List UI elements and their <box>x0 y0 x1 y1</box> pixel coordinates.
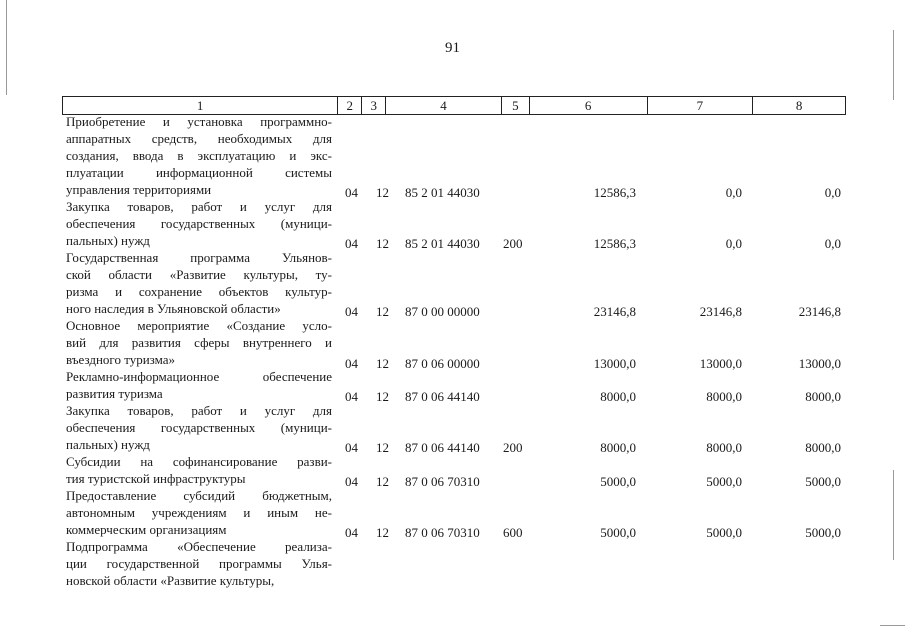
description-line: Закупка товаров, работ и услуг для <box>66 403 332 418</box>
cell-col6: 8000,0 <box>600 440 636 455</box>
cell-col4: 87 0 06 70310 <box>405 525 480 540</box>
header-cell-7: 7 <box>648 97 754 114</box>
cell-col3: 12 <box>376 474 389 489</box>
cell-col7: 5000,0 <box>706 474 742 489</box>
cell-col6: 13000,0 <box>593 356 636 371</box>
cell-col7: 0,0 <box>725 185 742 200</box>
description-line: пальных) нужд <box>66 437 150 452</box>
cell-col6: 12586,3 <box>593 236 636 251</box>
cell-col2: 04 <box>345 440 358 455</box>
description-line: Государственная программа Ульянов- <box>66 250 332 265</box>
cell-col7: 8000,0 <box>706 389 742 404</box>
cell-col4: 85 2 01 44030 <box>405 185 480 200</box>
cell-col7: 23146,8 <box>699 304 742 319</box>
description-line: управления территориями <box>66 182 212 197</box>
cell-col2: 04 <box>345 389 358 404</box>
description-line: Закупка товаров, работ и услуг для <box>66 199 332 214</box>
cell-col5: 200 <box>503 236 523 251</box>
cell-col3: 12 <box>376 525 389 540</box>
description-line: коммерческим организациям <box>66 522 227 537</box>
cell-col3: 12 <box>376 304 389 319</box>
cell-col3: 12 <box>376 236 389 251</box>
cell-col4: 87 0 06 44140 <box>405 389 480 404</box>
description-line: обеспечения государственных (муници- <box>66 420 332 435</box>
cell-col8: 0,0 <box>824 185 841 200</box>
description-line: развития туризма <box>66 386 163 401</box>
cell-col2: 04 <box>345 236 358 251</box>
description-line: плуатации информационной системы <box>66 165 332 180</box>
description-line: ции государственной программы Улья- <box>66 556 332 571</box>
cell-col5: 600 <box>503 525 523 540</box>
description-line: Подпрограмма «Обеспечение реализа- <box>66 539 332 554</box>
scan-mark <box>893 470 894 560</box>
cell-col8: 5000,0 <box>805 525 841 540</box>
row-description <box>66 402 332 453</box>
header-cell-3: 3 <box>362 97 386 114</box>
cell-col8: 23146,8 <box>798 304 841 319</box>
cell-col3: 12 <box>376 185 389 200</box>
scan-mark <box>880 625 905 626</box>
cell-col6: 5000,0 <box>600 474 636 489</box>
description-line: вий для развития сферы внутреннего и <box>66 335 332 350</box>
cell-col7: 13000,0 <box>699 356 742 371</box>
cell-col2: 04 <box>345 304 358 319</box>
scan-mark <box>6 0 7 95</box>
cell-col2: 04 <box>345 474 358 489</box>
cell-col8: 8000,0 <box>805 440 841 455</box>
cell-col7: 5000,0 <box>706 525 742 540</box>
row-description <box>66 538 332 589</box>
row-description <box>66 368 332 402</box>
cell-col8: 13000,0 <box>798 356 841 371</box>
header-cell-5: 5 <box>502 97 530 114</box>
description-line: автономным учреждениям и иным не- <box>66 505 332 520</box>
cell-col2: 04 <box>345 185 358 200</box>
cell-col7: 8000,0 <box>706 440 742 455</box>
cell-col6: 8000,0 <box>600 389 636 404</box>
description-line: Приобретение и установка программно- <box>66 114 332 129</box>
cell-col4: 87 0 06 44140 <box>405 440 480 455</box>
cell-col4: 87 0 00 00000 <box>405 304 480 319</box>
row-description <box>66 487 332 538</box>
description-line: Предоставление субсидий бюджетным, <box>66 488 332 503</box>
cell-col6: 12586,3 <box>593 185 636 200</box>
cell-col8: 8000,0 <box>805 389 841 404</box>
description-line: пальных) нужд <box>66 233 150 248</box>
page-number: 91 <box>445 40 460 56</box>
description-line: ской области «Развитие культуры, ту- <box>66 267 332 282</box>
cell-col7: 0,0 <box>725 236 742 251</box>
description-line: аппаратных средств, необходимых для <box>66 131 332 146</box>
row-description <box>66 453 332 487</box>
header-cell-6: 6 <box>530 97 648 114</box>
cell-col3: 12 <box>376 440 389 455</box>
cell-col3: 12 <box>376 356 389 371</box>
description-line: ного наследия в Ульяновской области» <box>66 301 281 316</box>
description-line: ризма и сохранение объектов культур- <box>66 284 332 299</box>
cell-col4: 87 0 06 70310 <box>405 474 480 489</box>
cell-col4: 85 2 01 44030 <box>405 236 480 251</box>
cell-col8: 5000,0 <box>805 474 841 489</box>
description-line: Субсидии на софинансирование разви- <box>66 454 332 469</box>
cell-col2: 04 <box>345 356 358 371</box>
cell-col5: 200 <box>503 440 523 455</box>
cell-col6: 5000,0 <box>600 525 636 540</box>
description-line: создания, ввода в эксплуатацию и экс- <box>66 148 332 163</box>
cell-col6: 23146,8 <box>593 304 636 319</box>
cell-col8: 0,0 <box>824 236 841 251</box>
description-line: Рекламно-информационное обеспечение <box>66 369 332 384</box>
header-cell-2: 2 <box>338 97 362 114</box>
row-description <box>66 317 332 368</box>
row-description <box>66 249 332 317</box>
cell-col3: 12 <box>376 389 389 404</box>
description-line: въездного туризма» <box>66 352 176 367</box>
scan-mark <box>893 30 894 100</box>
row-description <box>66 113 332 198</box>
description-line: новской области «Развитие культуры, <box>66 573 275 588</box>
description-line: обеспечения государственных (муници- <box>66 216 332 231</box>
description-line: тия туристской инфраструктуры <box>66 471 246 486</box>
description-line: Основное мероприятие «Создание усло- <box>66 318 332 333</box>
header-cell-4: 4 <box>386 97 502 114</box>
cell-col2: 04 <box>345 525 358 540</box>
header-cell-8: 8 <box>795 98 803 113</box>
cell-col4: 87 0 06 00000 <box>405 356 480 371</box>
row-description <box>66 198 332 249</box>
header-cell-1: 1 <box>63 97 338 114</box>
